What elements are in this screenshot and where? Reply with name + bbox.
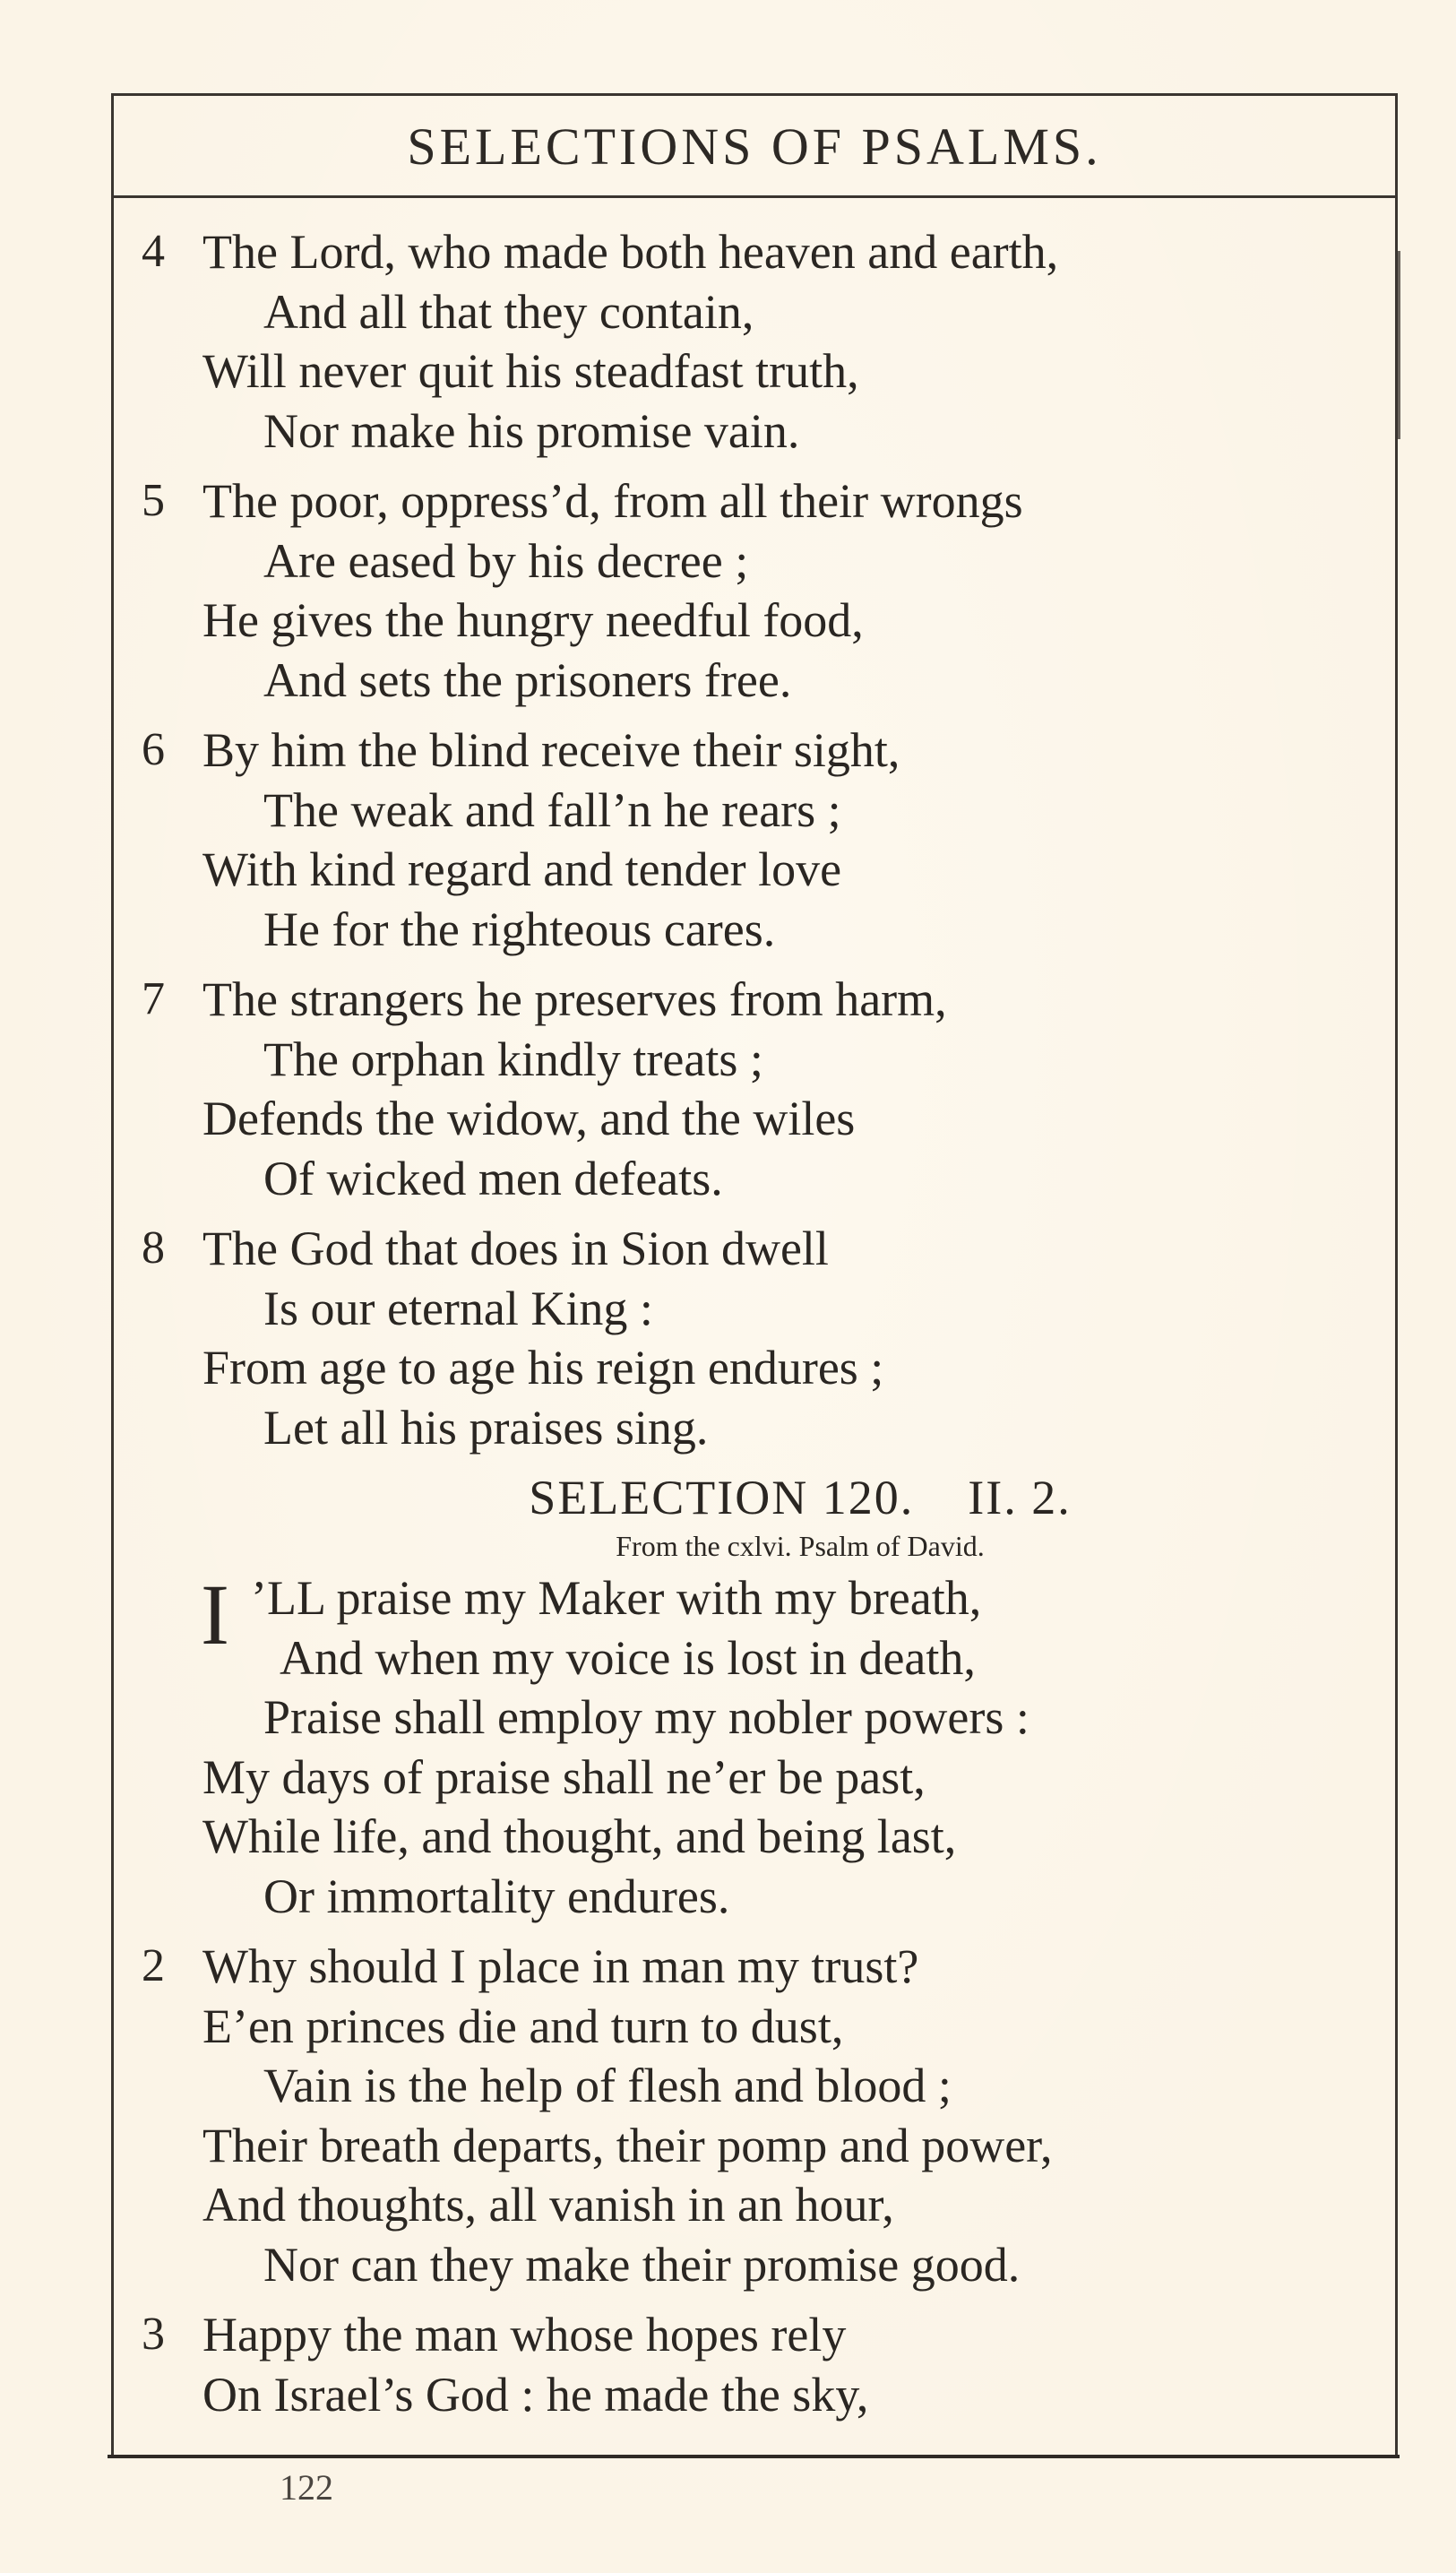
line-text: The God that does in Sion dwell — [202, 1222, 829, 1275]
stanza-group-previous-selection — [142, 222, 1396, 1457]
frame-edge-shadow — [1398, 251, 1400, 439]
stanza-line — [142, 970, 1396, 1030]
verse-number: 8 — [142, 1222, 165, 1274]
stanza-5 — [142, 471, 1396, 710]
line-text: By him the blind receive their sight, — [202, 723, 900, 777]
line-text: The orphan kindly treats ; — [263, 1032, 763, 1086]
line-text: Vain is the help of flesh and blood ; — [263, 2059, 952, 2112]
line-text: Defends the widow, and the wiles — [202, 1092, 856, 1145]
stanza-line — [142, 1149, 1396, 1209]
stanza-line — [142, 1867, 1396, 1927]
selection-subheading: From the cxlvi. Psalm of David. — [616, 1530, 985, 1562]
selection-meter: II. 2. — [968, 1471, 1072, 1524]
stanza-7 — [142, 970, 1396, 1208]
stanza-6 — [142, 721, 1396, 959]
drop-cap: I — [201, 1567, 229, 1662]
stanza-3 — [142, 2305, 1396, 2424]
stanza-line — [142, 401, 1396, 462]
stanza-line — [142, 1030, 1396, 1090]
stanza-line — [142, 1937, 1396, 1997]
line-text: Let all his praises sing. — [263, 1400, 709, 1455]
selection-title: SELECTION 120. — [529, 1471, 915, 1524]
verse-number: 4 — [142, 226, 165, 277]
stanza-line — [142, 781, 1396, 841]
stanza-group-selection-120 — [142, 1937, 1396, 2424]
line-text: He gives the hungry needful food, — [202, 593, 864, 647]
stanza-line — [142, 2305, 1396, 2365]
page-number: 122 — [280, 2467, 333, 2508]
stanza-line — [142, 2365, 1396, 2425]
line-text: On Israel’s God : he made the sky, — [202, 2367, 869, 2422]
stanza-line — [142, 341, 1396, 401]
line-text: With kind regard and tender love — [202, 842, 842, 896]
line-text: While life, and thought, and being last, — [202, 1809, 957, 1863]
line-text: The poor, oppress’d, from all their wrongs — [202, 474, 1023, 528]
stanza-2 — [142, 1937, 1396, 2294]
line-text: Nor can they make their promise good. — [263, 2237, 1021, 2292]
stanza-line — [142, 591, 1396, 651]
line-text: Or immortality endures. — [263, 1869, 730, 1923]
line-text: Of wicked men defeats. — [263, 1151, 723, 1205]
line-text: Praise shall employ my nobler powers : — [263, 1690, 1030, 1744]
stanza-line — [142, 1338, 1396, 1398]
line-text: The strangers he preserves from harm, — [202, 972, 947, 1026]
stanza-line — [142, 651, 1396, 711]
stanza-1 — [142, 1568, 1396, 1926]
stanza-line — [142, 1628, 1396, 1688]
line-text: Are eased by his decree ; — [263, 533, 749, 588]
stanza-line — [142, 1748, 1396, 1808]
line-text: He for the righteous cares. — [263, 902, 776, 956]
line-text: Their breath departs, their pomp and power, — [202, 2118, 1053, 2172]
line-text: Nor make his promise vain. — [263, 403, 800, 458]
stanza-line — [142, 2056, 1396, 2116]
line-text: And thoughts, all vanish in an hour, — [202, 2178, 894, 2232]
stanza-line — [142, 721, 1396, 781]
line-text: My days of praise shall ne’er be past, — [202, 1749, 926, 1804]
stanza-line — [142, 1688, 1396, 1748]
line-text: And when my voice is lost in death, — [280, 1630, 976, 1685]
line-text: From age to age his reign endures ; — [202, 1341, 884, 1394]
stanza-line — [142, 222, 1396, 282]
stanza-line — [142, 1997, 1396, 2057]
frame-bottom-rule — [108, 2455, 1400, 2458]
verse-number: 2 — [142, 1940, 165, 1991]
stanza-line — [142, 282, 1396, 342]
line-text: Why should I place in man my trust? — [202, 1939, 919, 1993]
stanza-line — [142, 471, 1396, 531]
selection-heading — [204, 1468, 1396, 1527]
line-text: And sets the prisoners free. — [263, 652, 792, 707]
line-text: The Lord, who made both heaven and earth, — [202, 225, 1059, 279]
running-header: SELECTIONS OF PSALMS. — [407, 117, 1102, 176]
stanza-line — [142, 1219, 1396, 1279]
stanza-line — [142, 840, 1396, 900]
verse-number: 7 — [142, 973, 165, 1024]
stanza-line — [142, 2175, 1396, 2235]
line-text: E’en princes die and turn to dust, — [202, 1999, 844, 2053]
stanza-line — [142, 531, 1396, 591]
stanza-line — [142, 900, 1396, 960]
stanza-line — [142, 1089, 1396, 1149]
stanza-8 — [142, 1219, 1396, 1457]
header-rule — [111, 195, 1398, 198]
stanza-line — [142, 1807, 1396, 1867]
stanza-line — [142, 2116, 1396, 2176]
page-content — [142, 222, 1396, 2435]
stanza-1-lines — [142, 1628, 1396, 1927]
line-text: The weak and fall’n he rears ; — [263, 782, 841, 837]
line-text: Happy the man whose hopes rely — [202, 2308, 847, 2361]
line-text: Will never quit his steadfast truth, — [202, 344, 859, 398]
verse-number: 5 — [142, 475, 165, 526]
first-line-text: ’LL praise my Maker with my breath, — [251, 1571, 982, 1625]
stanza-line — [142, 1398, 1396, 1458]
line-text: And all that they contain, — [263, 284, 754, 339]
verse-number: 6 — [142, 724, 165, 775]
stanza-4 — [142, 222, 1396, 461]
line-text: Is our eternal King : — [263, 1281, 653, 1335]
stanza-line — [142, 2235, 1396, 2295]
stanza-line — [142, 1279, 1396, 1339]
verse-number: 3 — [142, 2309, 165, 2360]
